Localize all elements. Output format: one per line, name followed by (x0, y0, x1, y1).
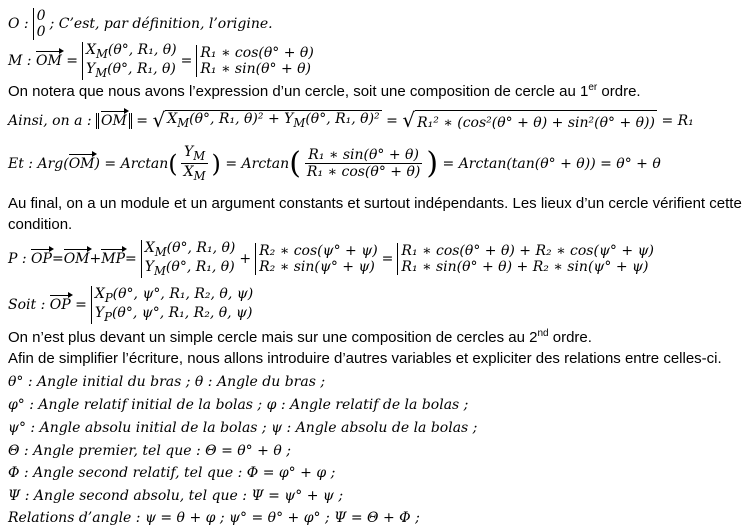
xm-expression (86, 42, 177, 61)
origin-text: ; C’est, par définition, l’origine. (49, 16, 273, 33)
ym-args: (θ°, R₁, θ) (165, 259, 235, 276)
xp-subscript: P (104, 290, 113, 305)
angle-premier-def: Θ : Angle premier, tel que : Θ = θ° + θ ; (8, 443, 291, 459)
equals-sign: = (386, 112, 398, 129)
soit-label: Soit : (8, 297, 46, 314)
note-superscript: er (588, 82, 598, 93)
xm-subscript: M (95, 46, 108, 61)
m-coordinates-values (196, 45, 313, 77)
angle-relations: Relations d’angle : ψ = θ + φ ; ψ° = θ° + φ° ; Ψ = Θ + Φ ; (8, 510, 420, 526)
xm-subscript: M (193, 169, 206, 184)
xm-squared-term: (θ°, R₁, θ)² + (189, 111, 285, 128)
xp-args: (θ°, ψ°, R₁, R₂, θ, ψ) (112, 286, 254, 302)
vector-om: OM (68, 155, 95, 172)
op-y: R₁ ∗ sin(θ° + θ) + R₂ ∗ sin(ψ° + ψ) (401, 259, 649, 276)
origin-y: 0 (36, 24, 46, 41)
argument-equation (8, 144, 661, 183)
ratio-paren: ( $\frac{Y_M}{X_M}$ ) (168, 144, 221, 184)
ym-expression (145, 259, 236, 278)
note-superscript: nd (537, 328, 549, 339)
sqrt-trig-content: R₁² ∗ (cos²(θ° + θ) + sin²(θ° + θ)) (415, 110, 657, 131)
first-order-note (8, 82, 641, 100)
ym-squared-term: (θ°, R₁, θ)² (305, 111, 380, 128)
angle-absolu-def: ψ° : Angle absolu initial de la bolas ; ψ : Angle absolu de la bolas ; (8, 420, 478, 436)
m-coordinates-functions (82, 42, 177, 80)
xm-subscript: M (177, 116, 190, 131)
simplification-text: Afin de simplifier l’écriture, nous allons introduire d’autres variables et expliciter des relations entre celles-ci. (8, 350, 722, 367)
vector-om: OM (35, 53, 62, 70)
yp-expression (95, 305, 253, 324)
ym-subscript: M (95, 66, 108, 81)
angle-relatif-def: φ° : Angle relatif initial de la bolas ; φ : Angle relatif de la bolas ; (8, 397, 469, 413)
yp-subscript: P (104, 310, 112, 325)
xm-symbol: X (183, 164, 194, 181)
angle-second-relatif-def: Φ : Angle second relatif, tel que : Φ = φ° + φ ; (8, 465, 336, 481)
plus-sign: + (89, 251, 102, 268)
op-x: R₁ ∗ cos(θ° + θ) + R₂ ∗ cos(ψ° + ψ) (401, 243, 655, 260)
ym-subscript: M (193, 148, 206, 163)
fraction-denominator: R₁ ∗ cos(θ° + θ) (306, 164, 421, 181)
argument-result: = Arctan(tan(θ° + θ)) = θ° + θ (442, 155, 661, 172)
soit-definition (8, 286, 257, 324)
modulus-equation (8, 110, 694, 131)
angle-second-absolu-def: Ψ : Angle second absolu, tel que : Ψ = ψ° + ψ ; (8, 488, 344, 504)
ym-subscript: M (293, 116, 306, 131)
equals-sign: = (125, 251, 137, 268)
conclusion-text-end: condition. (8, 216, 73, 233)
trig-ratio-paren: ( $\frac{\text{R₁ ∗ sin(θ° + θ)}}{\text{R₁ ∗ cos(θ° + θ)}}$ ) (289, 145, 439, 181)
origin-definition (8, 8, 273, 40)
sqrt-coordinates: √ $X_M(\theta^\circ$, R₁, $\theta)^2 + Y_M(\theta^\circ$, R₁, θ)² (152, 108, 380, 133)
equals-sign: = (51, 251, 64, 268)
om-coordinates (141, 240, 236, 278)
mp-y: R₂ ∗ sin(ψ° + ψ) (259, 259, 375, 276)
xm-subscript: M (154, 244, 167, 259)
op-functions (91, 286, 253, 324)
equals-sign: = (75, 297, 87, 314)
equals-sign: = (66, 53, 78, 70)
p-definition (8, 240, 658, 278)
note-text: On notera que nous avons l’expression d’un cercle, soit une composition de cercle au 1 (8, 83, 589, 100)
equals-sign: = (381, 251, 394, 268)
mp-coordinates (255, 243, 378, 275)
ym-symbol: Y (183, 144, 194, 160)
note-text-end: ordre. (548, 329, 592, 346)
xm-symbol: X (85, 42, 96, 58)
fraction-denominator (181, 164, 209, 183)
vector-om: OM (63, 251, 90, 268)
sin-over-cos (304, 147, 423, 180)
origin-label: O : (8, 16, 29, 33)
ainsi-label: Ainsi, on a : (8, 112, 92, 129)
ym-symbol: Y (85, 61, 96, 78)
vector-mp: MP (101, 251, 125, 268)
second-order-note (8, 328, 592, 346)
vector-om: OM (101, 112, 127, 129)
xp-symbol: X (94, 286, 105, 302)
ym-value: R₁ ∗ sin(θ° + θ) (200, 61, 312, 78)
xm-args: (θ°, R₁, θ) (166, 240, 236, 256)
op-coordinates (397, 243, 654, 275)
sqrt-trig: √ R₁² ∗ (cos²(θ° + θ) + sin²(θ° + θ)) (402, 108, 655, 132)
angle-bras-def: θ° : Angle initial du bras ; θ : Angle du bras ; (8, 374, 326, 390)
mp-x: R₂ ∗ cos(ψ° + ψ) (259, 243, 378, 260)
xm-symbol: X (167, 111, 178, 128)
xm-expression (145, 240, 236, 259)
ym-args: (θ°, R₁, θ) (107, 61, 176, 78)
conclusion-text: Au final, on a un module et un argument constants et surtout indépendants. Les lieux d’un cercle vérifient cette (8, 195, 742, 212)
ym-symbol: Y (144, 259, 154, 276)
arctan-label: ) = Arctan (94, 155, 169, 172)
note-text: On n’est plus devant un simple cercle mais sur une composition de cercles au 2 (8, 329, 538, 346)
ym-over-xm (181, 144, 209, 183)
p-label: P : (8, 251, 27, 268)
arg-label: Et : Arg( (8, 155, 69, 172)
fraction-numerator: R₁ ∗ sin(θ° + θ) (305, 147, 422, 164)
m-label: M : (8, 53, 32, 70)
ym-expression (86, 61, 177, 80)
yp-symbol: Y (94, 305, 105, 322)
fraction-numerator (181, 144, 208, 164)
norm-om (96, 113, 132, 129)
origin-x: 0 (36, 8, 46, 24)
plus-sign: + (239, 251, 252, 268)
xm-value: R₁ ∗ cos(θ° + θ) (200, 45, 314, 62)
xm-symbol: X (144, 240, 155, 256)
modulus-result: = R₁ (661, 112, 694, 129)
vector-op: OP (49, 297, 71, 314)
arctan-label: = Arctan (225, 155, 290, 172)
vector-op: OP (31, 251, 52, 268)
ym-symbol: Y (284, 111, 294, 128)
note-text-end: ordre. (597, 83, 641, 100)
origin-coordinates (33, 8, 46, 40)
xp-expression (95, 286, 253, 305)
equals-sign: = (136, 112, 149, 129)
ym-subscript: M (153, 264, 166, 279)
equals-sign: = (180, 53, 193, 70)
xm-args: (θ°, R₁, θ) (107, 42, 177, 58)
yp-args: (θ°, ψ°, R₁, R₂, θ, ψ) (111, 305, 253, 322)
m-definition (8, 42, 318, 80)
